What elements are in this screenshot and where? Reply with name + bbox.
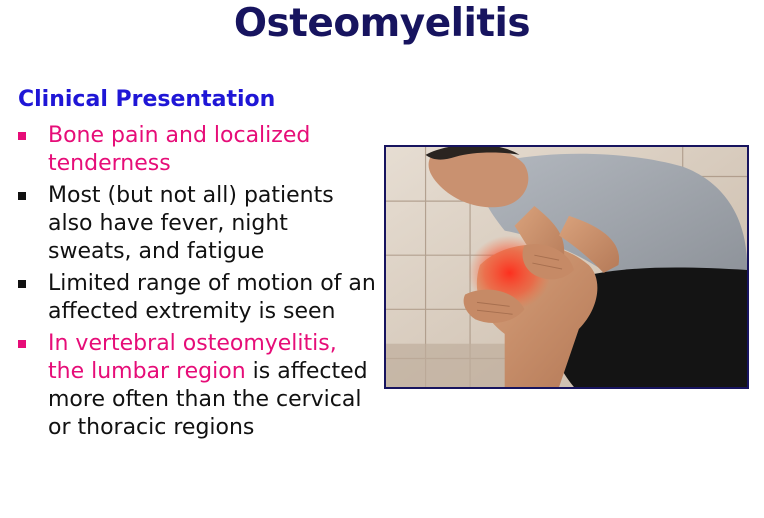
bullet-square-icon (18, 280, 26, 288)
slide-title: Osteomyelitis (233, 1, 531, 46)
bullet-item-fever (17, 182, 377, 266)
bullet-list (17, 122, 377, 446)
knee-pain-photo (384, 145, 749, 389)
bullet-text: Bone pain and localized tenderness (48, 123, 311, 176)
bullet-square-icon (18, 132, 26, 140)
bullet-item-pain (17, 122, 377, 178)
bullet-item-motion (17, 270, 377, 326)
bullet-text: Limited range of motion of an affected extremity is seen (48, 271, 376, 324)
section-subtitle: Clinical Presentation (18, 87, 276, 112)
bullet-item-vertebral (17, 330, 377, 442)
bullet-tail-text: is affected more often than the cervical or thoracic regions (48, 359, 368, 440)
bullet-square-icon (18, 192, 26, 200)
bullet-text: Most (but not all) patients also have fever, night sweats, and fatigue (48, 183, 334, 264)
bullet-text: In vertebral osteomyelitis, the lumbar region (48, 331, 337, 384)
knee-pain-illustration (386, 147, 747, 387)
bullet-square-icon (18, 340, 26, 348)
